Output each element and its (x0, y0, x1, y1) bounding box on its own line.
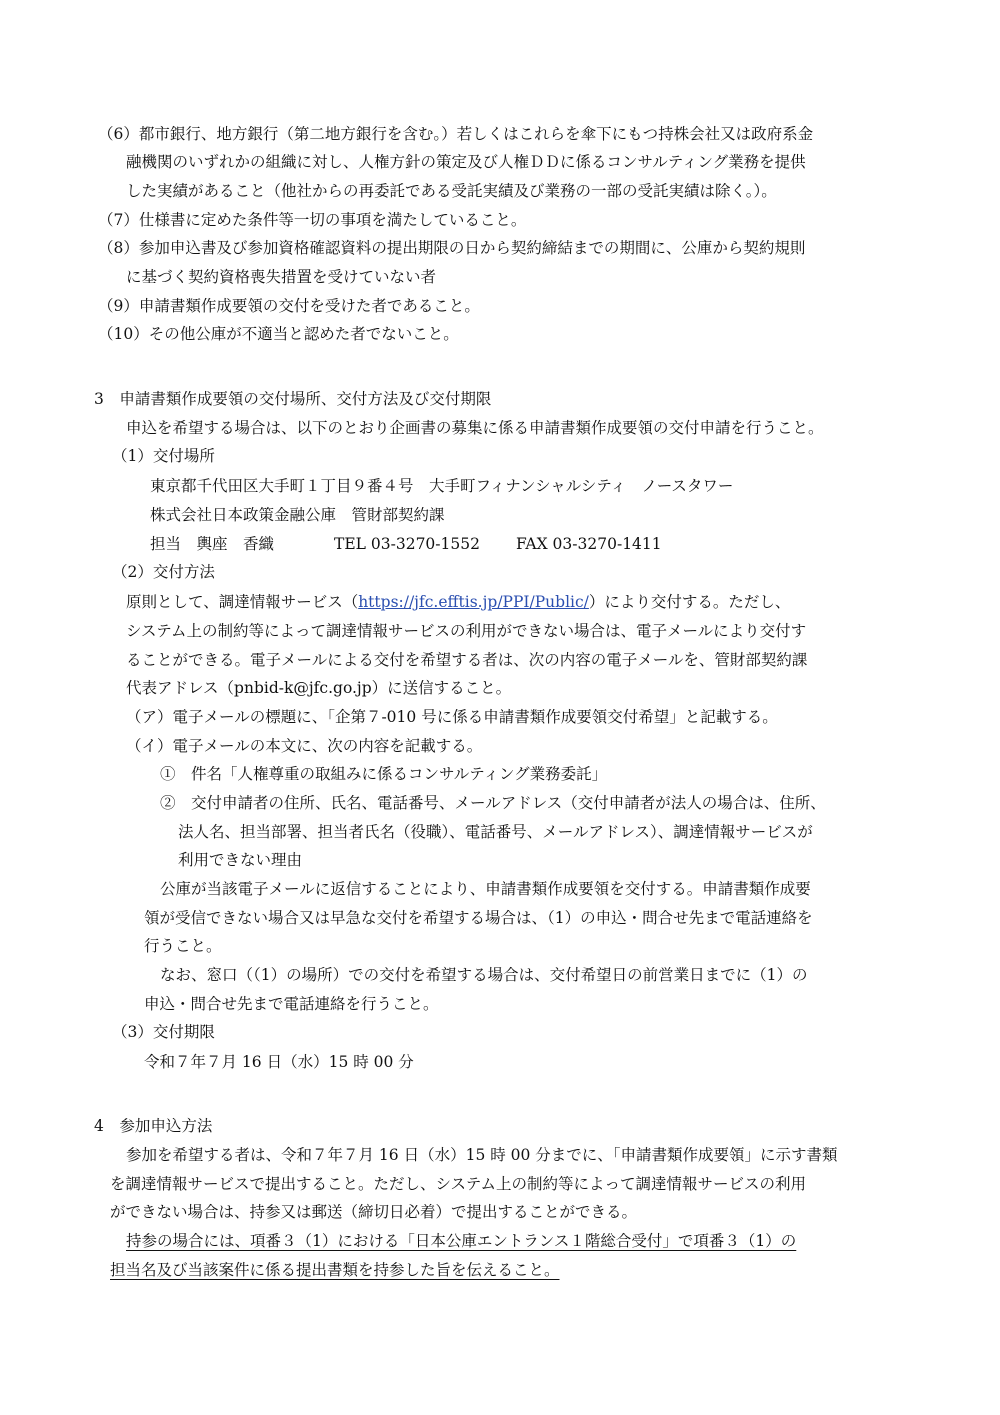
method-item-i: （イ）電子メールの本文に、次の内容を記載する。 (126, 737, 483, 755)
method-paragraph-line-4: 代表アドレス（pnbid-k@jfc.go.jp）に送信すること。 (126, 679, 512, 697)
email-content-2-line-2: 法人名、担当部署、担当者氏名（役職）、電話番号、メールアドレス）、調達情報サービスが (178, 823, 813, 841)
email-content-2-line-1: ② 交付申請者の住所、氏名、電話番号、メールアドレス（交付申請者が法人の場合は、住所、 (160, 794, 826, 812)
item-7: （7）仕様書に定めた条件等一切の事項を満たしていること。 (98, 211, 527, 229)
method-text-post: ）により交付する。ただし、 (588, 593, 791, 611)
item-8-line-2: に基づく契約資格喪失措置を受けていない者 (126, 268, 437, 286)
contact-line (150, 532, 662, 556)
section-4-paragraph-line-3: ができない場合は、持参又は郵送（締切日必着）で提出することができる。 (110, 1203, 638, 1221)
section-3-intro: 申込を希望する場合は、以下のとおり企画書の募集に係る申請書類作成要領の交付申請を行うこと。 (126, 419, 824, 437)
window-paragraph-line-2: 申込・問合せ先まで電話連絡を行うこと。 (144, 995, 439, 1013)
delivery-organization: 株式会社日本政策金融公庫 管財部契約課 (150, 506, 445, 524)
email-content-1: ① 件名「人権尊重の取組みに係るコンサルティング業務委託」 (160, 765, 608, 783)
item-10: （10）その他公庫が不適当と認めた者でないこと。 (98, 325, 459, 343)
section-4-underlined-line-1: 持参の場合には、項番３（1）における「日本公庫エントランス１階総合受付」で項番３（1）の (126, 1232, 797, 1250)
procurement-service-link[interactable]: https://jfc.efftis.jp/PPI/Public/ (358, 593, 589, 611)
delivery-address: 東京都千代田区大手町１丁目９番４号 大手町フィナンシャルシティ ノースタワー (150, 477, 734, 495)
item-6-line-2: 融機関のいずれかの組織に対し、人権方針の策定及び人権ＤＤに係るコンサルティング業務を提供 (126, 153, 806, 171)
reply-paragraph-line-1: 公庫が当該電子メールに返信することにより、申請書類作成要領を交付する。申請書類作成要 (160, 880, 811, 898)
reply-paragraph-line-2: 領が受信できない場合又は早急な交付を希望する場合は、（1）の申込・問合せ先まで電話連絡を (144, 909, 813, 927)
delivery-deadline: 令和７年７月 16 日（水）15 時 00 分 (144, 1053, 414, 1071)
contact-person: 担当 輿座 香織 (150, 535, 275, 553)
item-6-line-3: した実績があること（他社からの再委託である受託実績及び業務の一部の受託実績は除く。）。 (126, 182, 777, 200)
subsection-3-title: （3）交付期限 (112, 1023, 215, 1041)
subsection-2-title: （2）交付方法 (112, 563, 215, 581)
method-paragraph-line-1 (126, 590, 790, 614)
contact-fax: FAX 03-3270-1411 (515, 535, 662, 553)
method-paragraph-line-3: ることができる。電子メールによる交付を希望する者は、次の内容の電子メールを、管財部契約課 (126, 651, 808, 669)
item-6-line-1: （6）都市銀行、地方銀行（第二地方銀行を含む。）若しくはこれらを傘下にもつ持株会社又は政府系金 (98, 125, 814, 143)
item-9: （9）申請書類作成要領の交付を受けた者であること。 (98, 297, 480, 315)
window-paragraph-line-1: なお、窓口（（1）の場所）での交付を希望する場合は、交付希望日の前営業日までに（1）の (160, 966, 808, 984)
method-text-pre: 原則として、調達情報サービス（ (126, 593, 359, 611)
section-4-underlined-line-2: 担当名及び当該案件に係る提出書類を持参した旨を伝えること。 (110, 1261, 560, 1279)
section-4-paragraph-line-1: 参加を希望する者は、令和７年７月 16 日（水）15 時 00 分までに、「申請書類作成要領」に示す書類 (126, 1146, 838, 1164)
section-4-paragraph-line-2: を調達情報サービスで提出すること。ただし、システム上の制約等によって調達情報サービスの利用 (110, 1175, 806, 1193)
reply-paragraph-line-3: 行うこと。 (144, 937, 222, 955)
subsection-1-title: （1）交付場所 (112, 447, 215, 465)
method-item-a: （ア）電子メールの標題に、「企第７-010 号に係る申請書類作成要領交付希望」と記載する。 (126, 708, 778, 726)
method-paragraph-line-2: システム上の制約等によって調達情報サービスの利用ができない場合は、電子メールにより交付す (126, 622, 807, 640)
email-content-2-line-3: 利用できない理由 (178, 851, 303, 869)
item-8-line-1: （8）参加申込書及び参加資格確認資料の提出期限の日から契約締結までの期間に、公庫から契約規則 (98, 239, 806, 257)
contact-tel: TEL 03-3270-1552 (334, 535, 480, 553)
section-4-heading: 4 参加申込方法 (94, 1117, 213, 1135)
section-3-heading: 3 申請書類作成要領の交付場所、交付方法及び交付期限 (94, 390, 492, 408)
